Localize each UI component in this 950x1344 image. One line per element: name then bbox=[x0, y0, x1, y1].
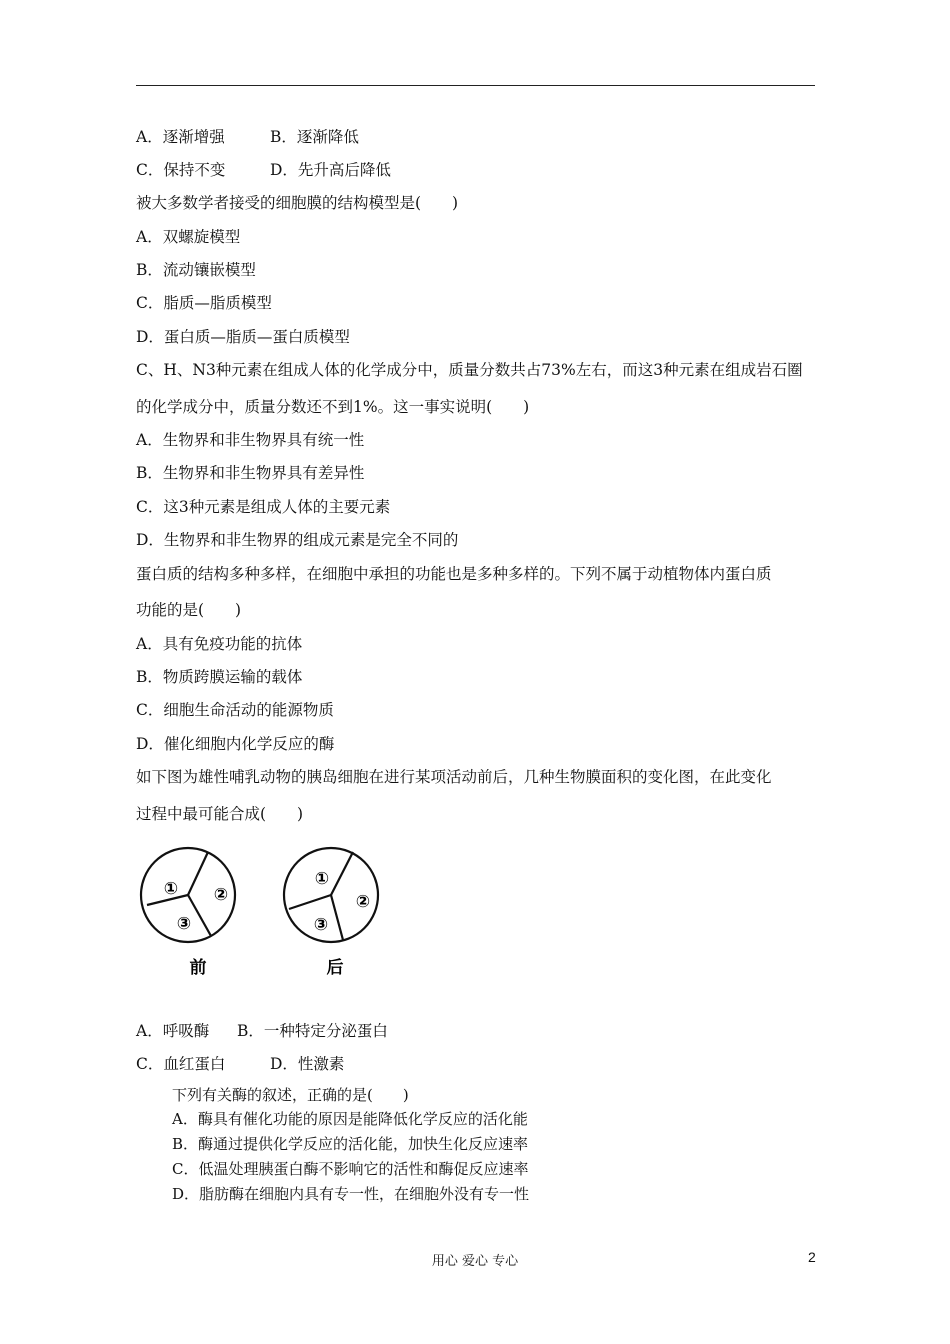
option-c-top: C．保持不变 bbox=[136, 161, 226, 179]
q4-option-a: A．呼吸酶 bbox=[136, 1022, 210, 1040]
q5-option-d: D．脂肪酶在细胞内具有专一性，在细胞外没有专一性 bbox=[172, 1185, 530, 1203]
q1-option-c: C．脂质—脂质模型 bbox=[136, 294, 272, 312]
header-rule bbox=[136, 85, 815, 86]
q5-option-b: B．酶通过提供化学反应的活化能，加快生化反应速率 bbox=[172, 1135, 529, 1153]
q4-option-b: B．一种特定分泌蛋白 bbox=[237, 1022, 388, 1040]
caption-before: 前 bbox=[189, 958, 207, 978]
q2-option-b: B．生物界和非生物界具有差异性 bbox=[136, 464, 365, 482]
membrane-area-figure bbox=[138, 845, 398, 995]
q4-option-c: C．血红蛋白 bbox=[136, 1055, 226, 1073]
label-2-after: ② bbox=[355, 892, 371, 912]
q1-stem: 被大多数学者接受的细胞膜的结构模型是( ) bbox=[136, 194, 459, 212]
q2-option-a: A．生物界和非生物界具有统一性 bbox=[136, 431, 365, 449]
q2-option-d: D．生物界和非生物界的组成元素是完全不同的 bbox=[136, 531, 459, 549]
option-a-top: A．逐渐增强 bbox=[136, 128, 225, 146]
page-number: 2 bbox=[808, 1249, 816, 1265]
q4-stem-line1: 如下图为雄性哺乳动物的胰岛细胞在进行某项活动前后，几种生物膜面积的变化图，在此变化 bbox=[136, 768, 772, 786]
q2-option-c: C．这3种元素是组成人体的主要元素 bbox=[136, 498, 391, 516]
q3-option-d: D．催化细胞内化学反应的酶 bbox=[136, 735, 335, 753]
q3-option-a: A．具有免疫功能的抗体 bbox=[136, 635, 303, 653]
q3-stem-line2: 功能的是( ) bbox=[136, 601, 242, 619]
pie-before bbox=[141, 848, 235, 942]
label-1-after: ① bbox=[314, 869, 330, 889]
caption-after: 后 bbox=[326, 958, 344, 978]
label-3-before: ③ bbox=[176, 914, 192, 934]
pie-after bbox=[284, 848, 378, 942]
q5-stem: 下列有关酶的叙述，正确的是( ) bbox=[172, 1086, 409, 1104]
option-b-top: B．逐渐降低 bbox=[270, 128, 359, 146]
q3-option-b: B．物质跨膜运输的载体 bbox=[136, 668, 303, 686]
label-1-before: ① bbox=[163, 879, 179, 899]
option-d-top: D．先升高后降低 bbox=[270, 161, 391, 179]
q5-option-c: C．低温处理胰蛋白酶不影响它的活性和酶促反应速率 bbox=[172, 1160, 529, 1178]
q1-option-d: D．蛋白质—脂质—蛋白质模型 bbox=[136, 328, 350, 346]
q1-option-b: B．流动镶嵌模型 bbox=[136, 261, 256, 279]
q4-option-d: D．性激素 bbox=[270, 1055, 345, 1073]
q2-stem-line1: C、H、N3种元素在组成人体的化学成分中，质量分数共占73%左右，而这3种元素在组成岩石圈 bbox=[136, 361, 803, 379]
label-2-before: ② bbox=[213, 885, 229, 905]
q3-option-c: C．细胞生命活动的能源物质 bbox=[136, 701, 334, 719]
q4-stem-line2: 过程中最可能合成( ) bbox=[136, 805, 304, 823]
label-3-after: ③ bbox=[313, 915, 329, 935]
q1-option-a: A．双螺旋模型 bbox=[136, 228, 241, 246]
q5-option-a: A．酶具有催化功能的原因是能降低化学反应的活化能 bbox=[172, 1110, 528, 1128]
footer-text: 用心 爱心 专心 bbox=[431, 1254, 519, 1269]
q3-stem-line1: 蛋白质的结构多种多样，在细胞中承担的功能也是多种多样的。下列不属于动植物体内蛋白质 bbox=[136, 565, 772, 583]
q2-stem-line2: 的化学成分中，质量分数还不到1%。这一事实说明( ) bbox=[136, 398, 530, 416]
